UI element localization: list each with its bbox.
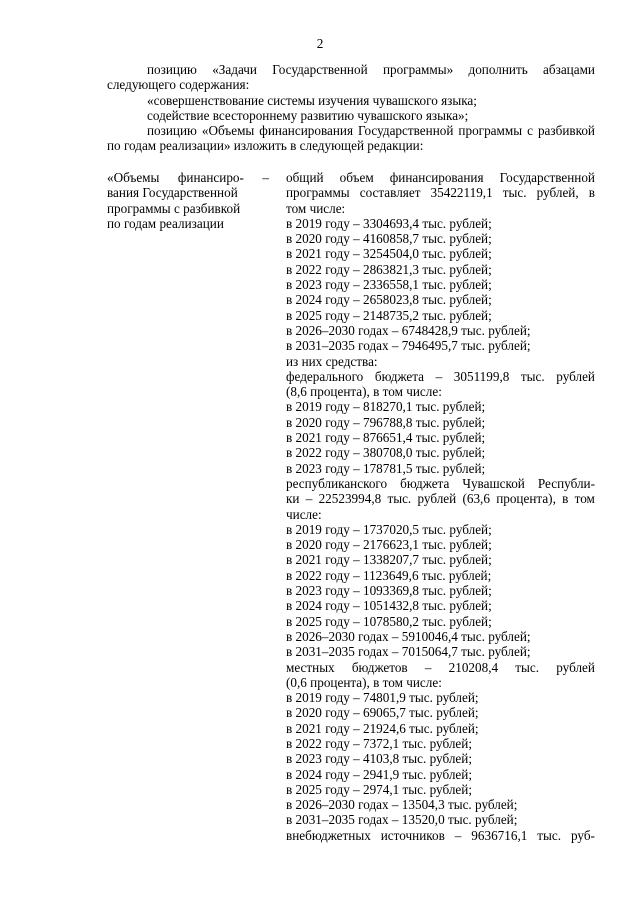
republic-years-list (286, 522, 595, 660)
word: в (562, 491, 569, 507)
word: руб- (570, 827, 595, 843)
year-amount-line: в 2023 году – 2336558,1 тыс. рублей; (286, 277, 492, 293)
word: объем (339, 170, 374, 185)
word: тыс. (515, 659, 540, 675)
year-amount-line: в 2019 году – 818270,1 тыс. рублей; (286, 399, 486, 415)
word: – (305, 491, 313, 507)
federal-budget-line (286, 369, 595, 384)
word: источников (380, 827, 445, 843)
year-amount-line: в 2020 году – 69065,7 тыс. рублей; (286, 705, 479, 721)
word: бюджета (374, 368, 425, 384)
word: бюджета (400, 475, 450, 491)
word: внебюджетных (286, 827, 371, 843)
word: общий (286, 170, 324, 185)
year-amount-line: в 2025 году – 1078580,2 тыс. рублей; (286, 613, 492, 629)
year-amount-line: в 2023 году – 4103,8 тыс. рублей; (286, 751, 472, 767)
word: тыс. (537, 827, 562, 843)
local-budget-line (286, 660, 595, 675)
republic-budget-line (286, 476, 595, 491)
funding-description (286, 170, 595, 843)
word: – (435, 368, 443, 384)
word: финансирования (389, 170, 484, 185)
year-amount-line: в 2022 году – 7372,1 тыс. рублей; (286, 735, 472, 751)
year-amount-line: в 2024 году – 2941,9 тыс. рублей; (286, 766, 472, 782)
year-amount-line: в 2023 году – 1093369,8 тыс. рублей; (286, 583, 492, 599)
position-label-line: программы с разбивкой (107, 200, 241, 216)
year-amount-line: в 2026–2030 годах – 6748428,9 тыс. рублей; (286, 322, 531, 338)
year-amount-line: в 2020 году – 796788,8 тыс. рублей; (286, 414, 486, 430)
year-amount-line: в 2019 году – 3304693,4 тыс. рублей; (286, 215, 492, 231)
word: Республи- (537, 475, 595, 491)
word: Государственной (499, 170, 595, 185)
word: процента), (496, 491, 556, 507)
total-years-list (286, 216, 595, 354)
word: тыс. (502, 185, 527, 201)
position-label-line: по годам реализации (107, 215, 224, 231)
federal-years-list (286, 399, 595, 475)
word: рублей (417, 491, 457, 507)
year-amount-line: в 2020 году – 4160858,7 тыс. рублей; (286, 231, 492, 247)
republic-budget-line (286, 491, 595, 506)
federal-budget-line: (8,6 процента), в том числе: (286, 384, 442, 400)
word: 9636716,1 (471, 827, 528, 843)
position-label (107, 170, 269, 231)
word: том (574, 491, 595, 507)
year-amount-line: в 2022 году – 1123649,6 тыс. рублей; (286, 567, 492, 583)
year-amount-line: в 2021 году – 876651,4 тыс. рублей; (286, 430, 486, 446)
position-label-line (107, 170, 269, 185)
year-amount-line: в 2019 году – 1737020,5 тыс. рублей; (286, 521, 492, 537)
intro-paragraph: позицию «Задачи Государственной программы» дополнить абзацами следующего содержания: (107, 62, 595, 93)
year-amount-line: в 2024 году – 1051432,8 тыс. рублей; (286, 598, 492, 614)
total-volume-line: том числе: (286, 200, 346, 216)
page-number: 2 (316, 36, 324, 51)
word: (63,6 (462, 491, 490, 507)
year-amount-line: в 2025 году – 2148735,2 тыс. рублей; (286, 307, 492, 323)
year-amount-line: в 2031–2035 годах – 7015064,7 тыс. рублей; (286, 644, 531, 660)
word: рублей (556, 368, 595, 384)
republic-budget-line: числе: (286, 506, 322, 522)
year-amount-line: в 2023 году – 178781,5 тыс. рублей; (286, 460, 486, 476)
word: Чувашской (462, 475, 525, 491)
word: бюджетов (351, 659, 408, 675)
total-volume-line (286, 185, 595, 200)
word: тыс. (387, 491, 412, 507)
word: рублей, (536, 185, 579, 201)
word: финансиро- (177, 170, 244, 185)
word: республиканского (286, 475, 388, 491)
intro-text (107, 62, 595, 154)
intro-paragraph: «совершенствование системы изучения чувашского языка; (147, 92, 477, 108)
year-amount-line: в 2025 году – 2974,1 тыс. рублей; (286, 781, 472, 797)
word: ки (286, 491, 300, 507)
word: местных (286, 659, 335, 675)
word: тыс. (520, 368, 545, 384)
year-amount-line: в 2019 году – 74801,9 тыс. рублей; (286, 690, 479, 706)
year-amount-line: в 2026–2030 годах – 13504,3 тыс. рублей; (286, 797, 518, 813)
year-amount-line: в 2026–2030 годах – 5910046,4 тыс. рублей; (286, 628, 531, 644)
year-amount-line: в 2031–2035 годах – 7946495,7 тыс. рублей; (286, 338, 531, 354)
local-years-list (286, 690, 595, 828)
extrabudgetary-line (286, 828, 595, 843)
year-amount-line: в 2022 году – 380708,0 тыс. рублей; (286, 445, 486, 461)
year-amount-line: в 2021 году – 21924,6 тыс. рублей; (286, 720, 479, 736)
year-amount-line: в 2024 году – 2658023,8 тыс. рублей; (286, 292, 492, 308)
word: 3051199,8 (453, 368, 510, 384)
local-budget-line: (0,6 процента), в том числе: (286, 674, 442, 690)
word: – (454, 827, 462, 843)
year-amount-line: в 2031–2035 годах – 13520,0 тыс. рублей; (286, 812, 518, 828)
year-amount-line: в 2020 году – 2176623,1 тыс. рублей; (286, 537, 492, 553)
intro-paragraph: позицию «Объемы финансирования Государственной программы с разбивкой по годам реализации» изложить в следующей редакции: (107, 123, 595, 154)
position-label-line: вания Государственной (107, 185, 238, 201)
year-amount-line: в 2021 году – 3254504,0 тыс. рублей; (286, 246, 492, 262)
word: составляет (359, 185, 421, 201)
word: программы (286, 185, 350, 201)
word: 35422119,1 (430, 185, 493, 201)
word: в (588, 185, 595, 201)
sources-heading: из них средства: (286, 353, 378, 369)
year-amount-line: в 2021 году – 1338207,7 тыс. рублей; (286, 552, 492, 568)
total-volume-line (286, 170, 595, 185)
year-amount-line: в 2022 году – 2863821,3 тыс. рублей; (286, 261, 492, 277)
word: «Объемы (107, 170, 160, 185)
word: 22523994,8 (318, 491, 382, 507)
word: рублей (556, 659, 595, 675)
word: 210208,4 (448, 659, 499, 675)
intro-paragraph: содействие всестороннему развитию чувашского языка»; (147, 107, 469, 123)
word: – (262, 170, 269, 185)
word: – (424, 659, 432, 675)
word: федерального (286, 368, 364, 384)
